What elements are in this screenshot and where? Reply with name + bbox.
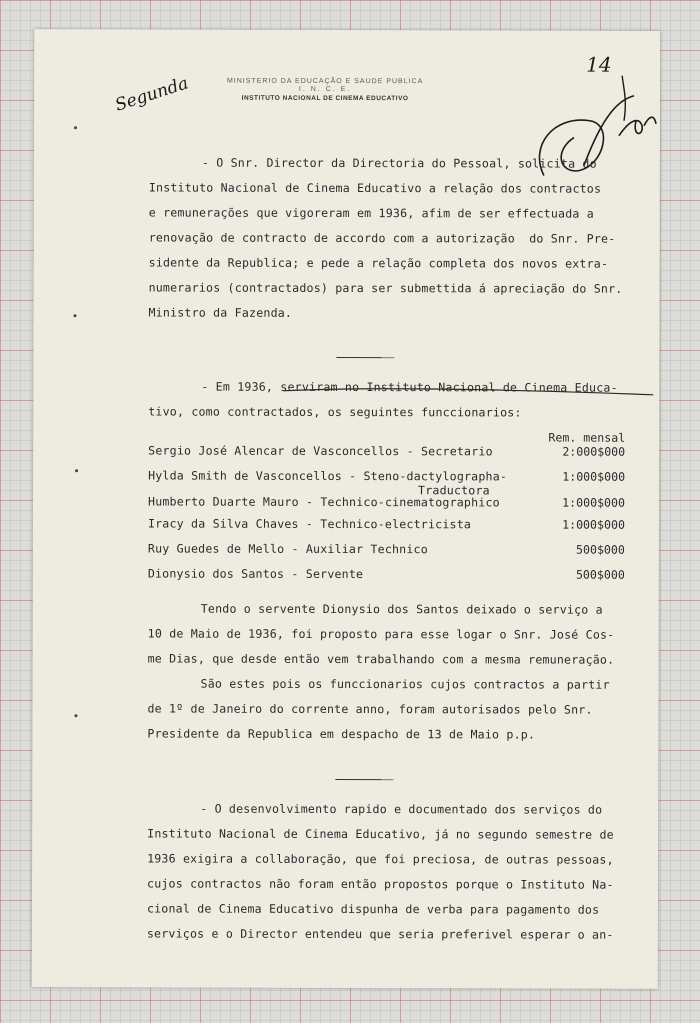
text-line: cional de Cinema Educativo dispunha de verba para pagamento dos <box>146 901 600 917</box>
margin-mark <box>74 714 77 717</box>
letterhead-ministry: MINISTERIO DA EDUCAÇÃO E SAUDE PUBLICA <box>226 77 424 86</box>
table-row-name: Humberto Duarte Mauro - Technico-cinematographico <box>148 494 500 510</box>
text-line: Tendo o servente Dionysio dos Santos deixado o serviço a <box>200 601 603 617</box>
document-page <box>32 29 661 989</box>
text-line: - O desenvolvimento rapido e documentado dos serviços do <box>200 801 603 817</box>
table-row-name: Hylda Smith de Vasconcellos - Steno-dactylographa- <box>148 468 508 484</box>
handwritten-page-number: 14 <box>586 52 612 77</box>
table-row-pay: 2:000$000 <box>562 444 626 459</box>
text-line: cujos contractos não foram então propostos porque o Instituto Na- <box>147 876 614 892</box>
table-row-name: Sergio José Alencar de Vasconcellos - Secretario <box>148 443 493 459</box>
table-row-name: Ruy Guedes de Mello - Auxiliar Technico <box>147 541 428 557</box>
margin-mark <box>74 126 77 129</box>
text-line: São estes pois os funccionarios cujos contractos a partir <box>200 676 610 692</box>
text-line: Instituto Nacional de Cinema Educativo, já no segundo semestre de <box>147 826 614 842</box>
text-line: me Dias, que desde então vem trabalhando com a mesma remuneração. <box>147 651 615 667</box>
margin-mark <box>74 314 77 317</box>
text-line: serviços e o Director entendeu que seria preferivel esperar o an- <box>146 926 614 942</box>
text-line: tivo, como contractados, os seguintes funccionarios: <box>148 404 522 420</box>
text-line: de 1º de Janeiro do corrente anno, foram autorisados pelo Snr. <box>147 701 593 717</box>
table-row-pay: 500$000 <box>575 567 625 582</box>
table-row-name-cont: Traductora <box>418 483 490 498</box>
text-line: - O Snr. Director da Directoria do Pessoal, solicita do <box>201 155 597 171</box>
table-row-pay: 1:000$000 <box>562 495 626 510</box>
table-row-name: Iracy da Silva Chaves - Technico-electricista <box>147 516 472 532</box>
text-line: renovação de contracto de accordo com a autorização do Snr. Pre- <box>148 230 616 246</box>
separator-line <box>335 779 393 780</box>
separator-line <box>336 357 394 358</box>
table-column-header: Rem. mensal <box>548 430 626 445</box>
text-line: numerarios (contractados) para ser submettida á apreciação do Snr. <box>148 280 623 296</box>
text-line: 1936 exigira a collaboração, que foi preciosa, de outras pessoas, <box>147 851 614 867</box>
letterhead-abbr: I. N. C. E. <box>298 85 352 94</box>
table-row-pay: 1:000$000 <box>562 517 625 532</box>
text-line: Ministro da Fazenda. <box>148 305 293 320</box>
handwritten-note: Segunda <box>112 73 191 116</box>
text-line: 10 de Maio de 1936, foi proposto para esse logar o Snr. José Cos- <box>147 626 615 642</box>
letterhead-institute: INSTITUTO NACIONAL DE CINEMA EDUCATIVO <box>241 94 409 103</box>
text-line: Instituto Nacional de Cinema Educativo a relação dos contractos <box>148 180 602 196</box>
table-row-pay: 1:000$000 <box>562 469 626 484</box>
signature-icon <box>524 65 664 195</box>
text-line: e remunerações que vigoreram em 1936, afim de ser effectuada a <box>148 205 594 221</box>
text-line: - Em 1936, serviram no Instituto Nacional de Cinema Educa- <box>201 379 618 395</box>
strikethrough-mark <box>283 382 653 401</box>
table-row-name: Dionysio dos Santos - Servente <box>147 566 364 582</box>
table-row-pay: 500$000 <box>576 542 625 557</box>
text-line: Presidente da Republica em despacho de 13 de Maio p.p. <box>147 726 536 742</box>
margin-mark <box>75 469 78 472</box>
text-line: sidente da Republica; e pede a relação completa dos novos extra- <box>148 255 609 271</box>
